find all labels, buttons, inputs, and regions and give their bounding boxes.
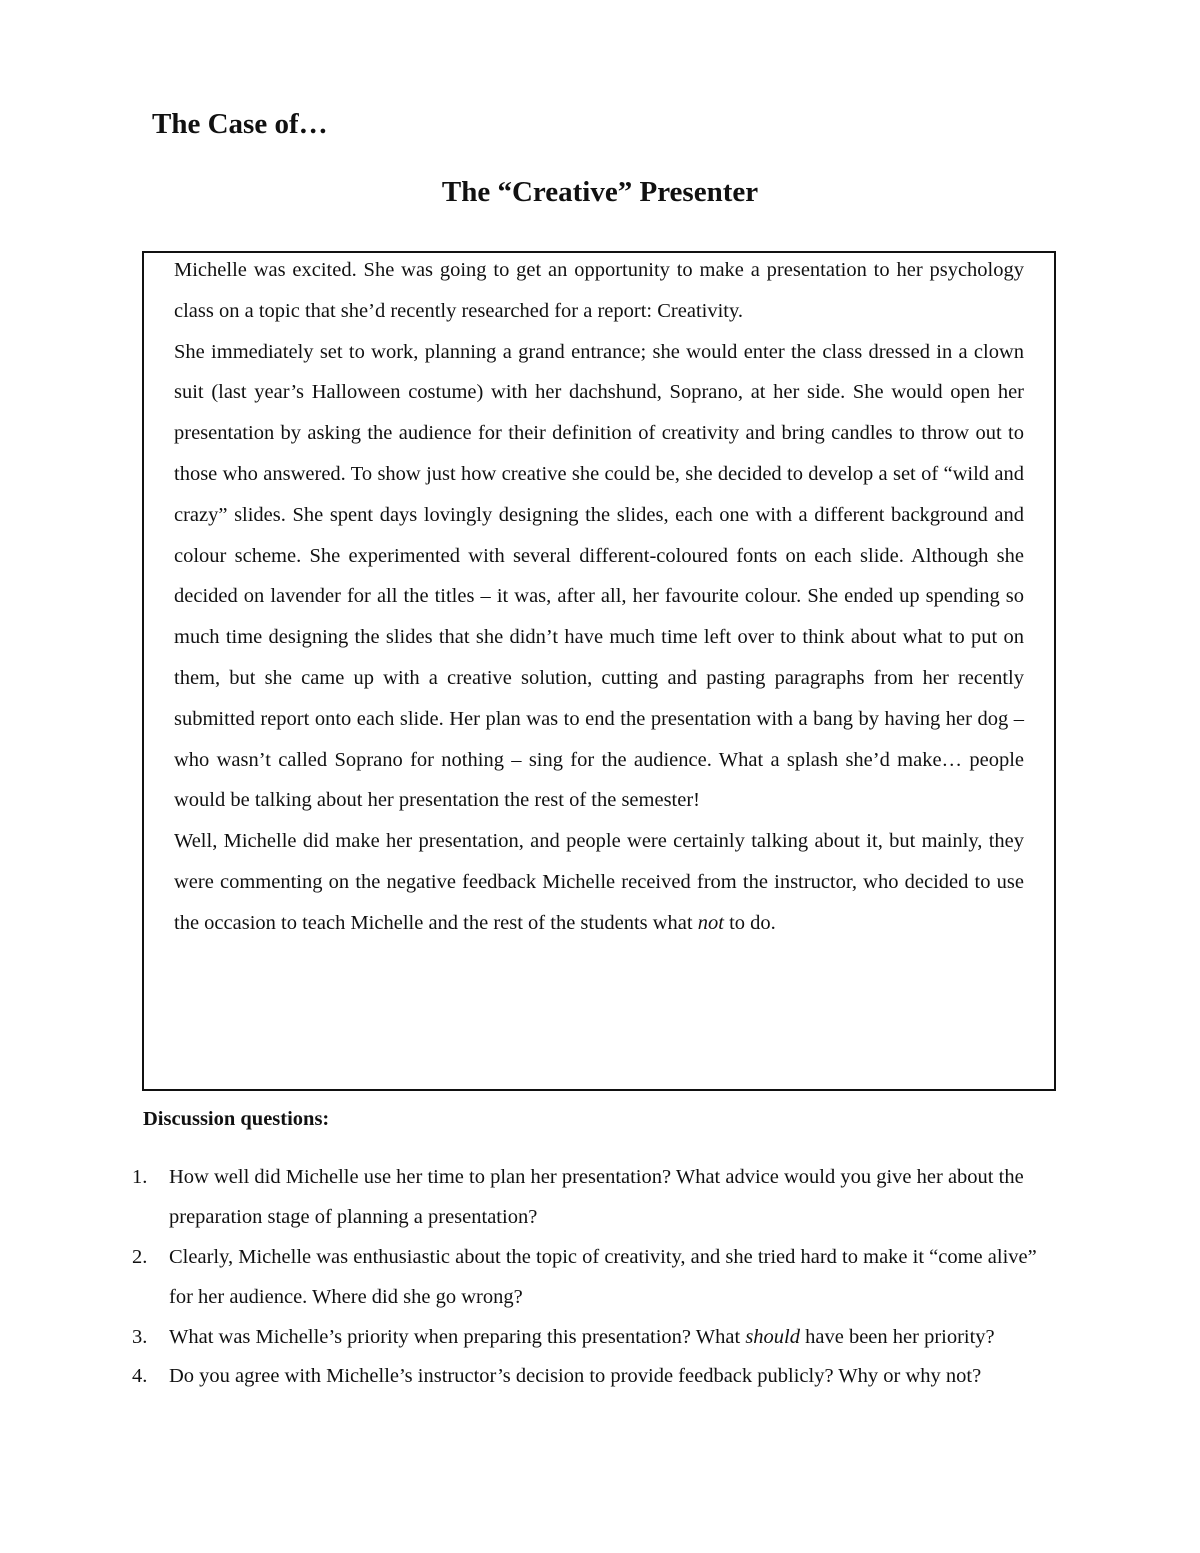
- story-paragraph-1: Michelle was excited. She was going to get an opportunity to make a presentation to her psychology class on a topic that she’d recently researched for a report: Creativity.: [174, 259, 1024, 322]
- discussion-question-2: [0, 1237, 1200, 1317]
- story-paragraph-3-text-after: to do.: [723, 911, 776, 934]
- story-paragraph-2: She immediately set to work, planning a grand entrance; she would enter the class dressed in a clown suit (last year’s Halloween costume) with her dachshund, Soprano, at her side. She would open her presentation by asking the audience for their definition of creativity and bring candles to throw out to those who answered. To show just how creative she could be, she decided to develop a set of “wild and crazy” slides. She spent days lovingly designing the slides, each one with a different background and colour scheme. She experimented with several different-coloured fonts on each slide. Although she decided on lavender for all the titles – it was, after all, her favourite colour. She ended up spending so much time designing the slides that she didn’t have much time left over to think about what to put on them, but she came up with a creative solution, cutting and pasting paragraphs from her recently submitted report onto each slide. Her plan was to end the presentation with a bang by having her dog –who wasn’t called Soprano for nothing – sing for the audience. What a splash she’d make… people would be talking about her presentation the rest of the semester!: [174, 340, 1024, 812]
- question-number: 4.: [132, 1365, 148, 1387]
- discussion-heading: Discussion questions:: [143, 1108, 330, 1130]
- discussion-question-4: [0, 1363, 1200, 1390]
- story-paragraph-3-text-before: Well, Michelle did make her presentation, and people were certainly talking about it, but mainly, they were commenting on the negative feedback Michelle received from the instructor, who decided to use the occasion to teach Michelle and the rest of the students what: [174, 830, 1024, 934]
- question-text: How well did Michelle use her time to plan her presentation? What advice would you give her about the preparation stage of planning a presentation?: [169, 1166, 1024, 1228]
- story-paragraph-3-emphasis: not: [697, 911, 724, 934]
- case-story-box: [142, 251, 1056, 1091]
- question-3-text-before: What was Michelle’s priority when preparing this presentation? What: [169, 1326, 746, 1348]
- question-text: [169, 1324, 1060, 1351]
- question-3-emphasis: should: [745, 1326, 800, 1348]
- case-subtitle: The “Creative” Presenter: [441, 176, 759, 208]
- question-number: 2.: [132, 1246, 148, 1268]
- question-text: Do you agree with Michelle’s instructor’s decision to provide feedback publicly? Why or why not?: [169, 1365, 982, 1387]
- question-text: Clearly, Michelle was enthusiastic about the topic of creativity, and she tried hard to make it “come alive” for her audience. Where did she go wrong?: [169, 1246, 1037, 1308]
- discussion-question-1: [0, 1157, 1200, 1237]
- question-number: 1.: [132, 1166, 148, 1188]
- question-number: 3.: [132, 1326, 148, 1348]
- question-3-text-after: have been her priority?: [800, 1326, 995, 1348]
- discussion-question-3: [0, 1324, 1200, 1351]
- page-title: The Case of…: [152, 108, 328, 140]
- discussion-question-list: [0, 1157, 1200, 1402]
- story-paragraph-3: [174, 821, 1024, 943]
